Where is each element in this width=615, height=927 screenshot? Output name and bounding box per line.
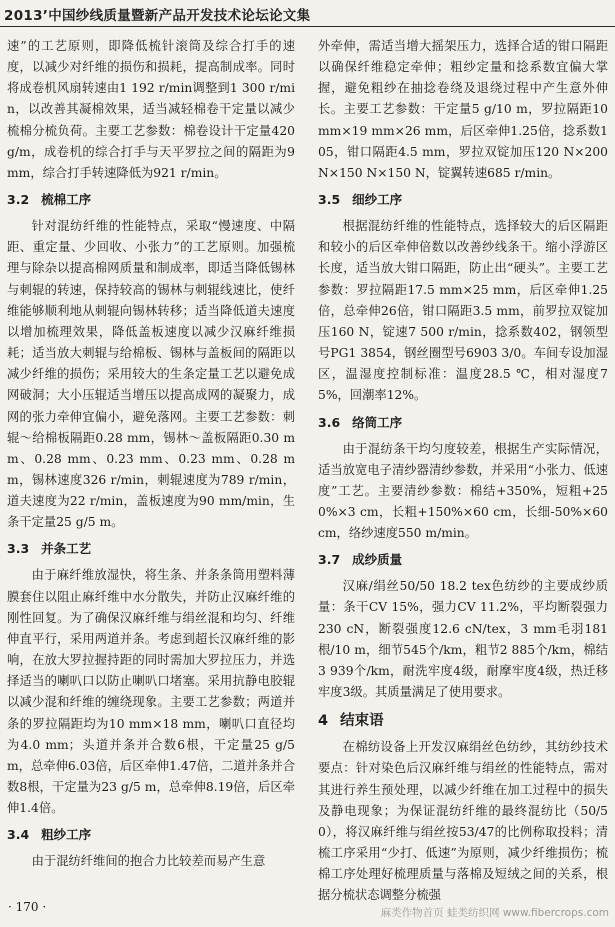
- section-title: 粗纱工序: [41, 827, 92, 843]
- section-title: 梳棉工序: [41, 192, 92, 208]
- section-heading-3-2: [7, 189, 295, 211]
- section-number: 3.3: [7, 541, 30, 557]
- section-heading-3-3: [7, 538, 295, 560]
- section-heading-4: [318, 709, 608, 733]
- section-title: 结束语: [340, 713, 384, 730]
- paragraph-drawing: 由于麻纤维放湿快，将生条、并条条筒用塑料薄膜套住以阻止麻纤维中水分散失，并防止汉麻纤维的刚性回复。为了确保汉麻纤维与绢丝混和均匀、纤维伸直平行，采用两道并条。考虑到超长汉麻纤维的影响，在放大罗拉握持距的同时需加大罗拉压力，并选择适当的喇叭口以防止喇叭口堵塞。采用抗静电胶辊以减少混和纤维的缠绕现象。主要工艺参数；两道并条的罗拉隔距均为10 mm×18 mm，喇叭口直径均为4.0 mm；头道并条并合数6根，干定量25 g/5 m，总牵伸6.03倍，后区牵伸1.47倍，二道并条并合数8根，干定量为23 g/5 m，总牵伸8.19倍，后区牵伸1.4倍。: [7, 568, 295, 816]
- paragraph-spinning: 根据混纺纤维的性能特点，选择较大的后区隔距和较小的后区牵伸倍数以改善纱线条干。缩小浮游区长度，适当放大钳口隔距，防止出“硬头”。主要工艺参数：罗拉隔距17.5 mm×25 mm，后区牵伸1.25倍，总牵伸26倍，钳口隔距3.5 mm，前罗拉双锭加压160 N，锭速7 500 r/min，捻系数402，钢领型号PG1 3854，钢丝圈型号6903 3/0。车间专设加湿区，温湿度控制标准：温度28.5 ℃，相对湿度75%，回潮率12%。: [318, 219, 608, 403]
- section-title: 络筒工序: [352, 414, 403, 430]
- paragraph-roving-continued: 外牵伸，需适当增大摇架压力，选择合适的钳口隔距以确保纤维稳定牵伸；粗纱定量和捻系数宜偏大掌握，避免粗纱在抽捻卷绕及退绕过程中产生意外伸长。主要工艺参数：干定量5 g/10 m，罗拉隔距10 mm×19 mm×26 mm，后区牵伸1.25倍，捻系数105，钳口隔距4.5 mm，罗拉双锭加压120 N×200 N×150 N×150 N，锭翼转速685 r/min。: [318, 39, 608, 180]
- paragraph-winding: 由于混纺条干均匀度较差，根据生产实际情况，适当放宽电子清纱器清纱参数，并采用“小张力、低速度”工艺。主要清纱参数：棉结+350%，短粗+250%×3 cm，长粗+150%×60 cm，长细-50%×60 cm，络纱速度550 m/min。: [318, 441, 608, 541]
- paragraph-conclusion: 在棉纺设备上开发汉麻绢丝色纺纱，其纺纱技术要点：针对染色后汉麻纤维与绢丝的性能特点，需对其进行养生预处理，以减少纤维在加工过程中的损失及静电现象；为保证混纺纤维的最终混纺比（50/50），将汉麻纤维与绢丝按53/47的比例称取投料；清梳工序采用“少打、低速”为原则，减少纤维损伤；梳棉工序处理好梳理质量与落棉及短绒之间的关系，根据分梳状态调整分梳强: [318, 740, 608, 903]
- page-number: · 170 ·: [8, 900, 47, 914]
- paragraph-roving-start: 由于混纺纤维间的抱合力比较差而易产生意: [31, 854, 266, 869]
- section-number: 3.7: [318, 552, 341, 568]
- section-title: 并条工艺: [41, 541, 92, 557]
- section-heading-3-4: [7, 824, 295, 846]
- section-number: 3.4: [7, 827, 30, 843]
- paragraph-carding: 针对混纺纤维的性能特点，采取“慢速度、中隔距、重定量、少回收、小张力”的工艺原则。加强梳理与除杂以提高棉网质量和制成率，即适当降低锡林与刺辊的转速，保持较高的锡林与刺辊线速比，使纤维能够顺利地从刺辊向锡林转移；适当降低道夫速度以增加梳理效果，降低盖板速度以减少汉麻纤维损耗；适当放大刺辊与给棉板、锡林与盖板间的隔距以减少纤维的损伤；采用较大的生条定量工艺以避免成网破洞；大小压辊适当增压以提高成网的凝聚力，成网的张力牵伸宜偏小，避免落网。主要工艺参数：刺辊～给棉板隔距0.28 mm，锡林～盖板隔距0.30 mm、0.28 mm、0.23 mm、0.23 mm、0.28 mm，锡林速度326 r/min，刺辊速度为789 r/min，道夫速度为22 r/min，盖板速度为90 mm/min，生条干定量25 g/5 m。: [7, 219, 295, 530]
- paragraph-yarn-quality: 汉麻/绢丝50/50 18.2 tex色纺纱的主要成纱质量：条干CV 15%，强力CV 11.2%，平均断裂强力230 cN，断裂强度12.6 cN/tex，3 mm毛羽181根/10 m，细节545个/km，粗节2 885个/km，棉结3 939个/km，耐洗牢度4级，耐摩牢度4级，热迁移牢度3级。其质量满足了使用要求。: [318, 579, 608, 700]
- section-title: 成纱质量: [352, 552, 403, 568]
- section-heading-3-7: [318, 549, 608, 571]
- section-number: 4: [318, 713, 329, 730]
- section-number: 3.6: [318, 414, 341, 430]
- section-number: 3.2: [7, 192, 30, 208]
- section-heading-3-5: [318, 189, 608, 211]
- page-header: [0, 0, 615, 27]
- right-column: [318, 36, 608, 906]
- proceedings-title: 2013’中国纱线质量暨新产品开发技术论坛论文集: [4, 8, 311, 24]
- section-title: 细纱工序: [352, 192, 403, 208]
- paragraph-opening: 速”的工艺原则，即降低梳针滚筒及综合打手的速度，以减少对纤维的损伤和损耗，提高制成率。同时将成卷机风扇转速由1 192 r/min调整到1 300 r/min，以改善其凝棉效果，适当减轻棉卷干定量以减少梳棉分梳负荷。主要工艺参数：棉卷设计干定量420 g/m，成卷机的综合打手与天平罗拉之间的隔距为9 mm，综合打手转速降低为921 r/min。: [7, 39, 295, 180]
- section-number: 3.5: [318, 192, 341, 208]
- site-watermark: 麻类作物首页 蛙类纺织网 www.fibercrops.com: [380, 907, 609, 919]
- section-heading-3-6: [318, 412, 608, 434]
- left-column: [7, 36, 295, 872]
